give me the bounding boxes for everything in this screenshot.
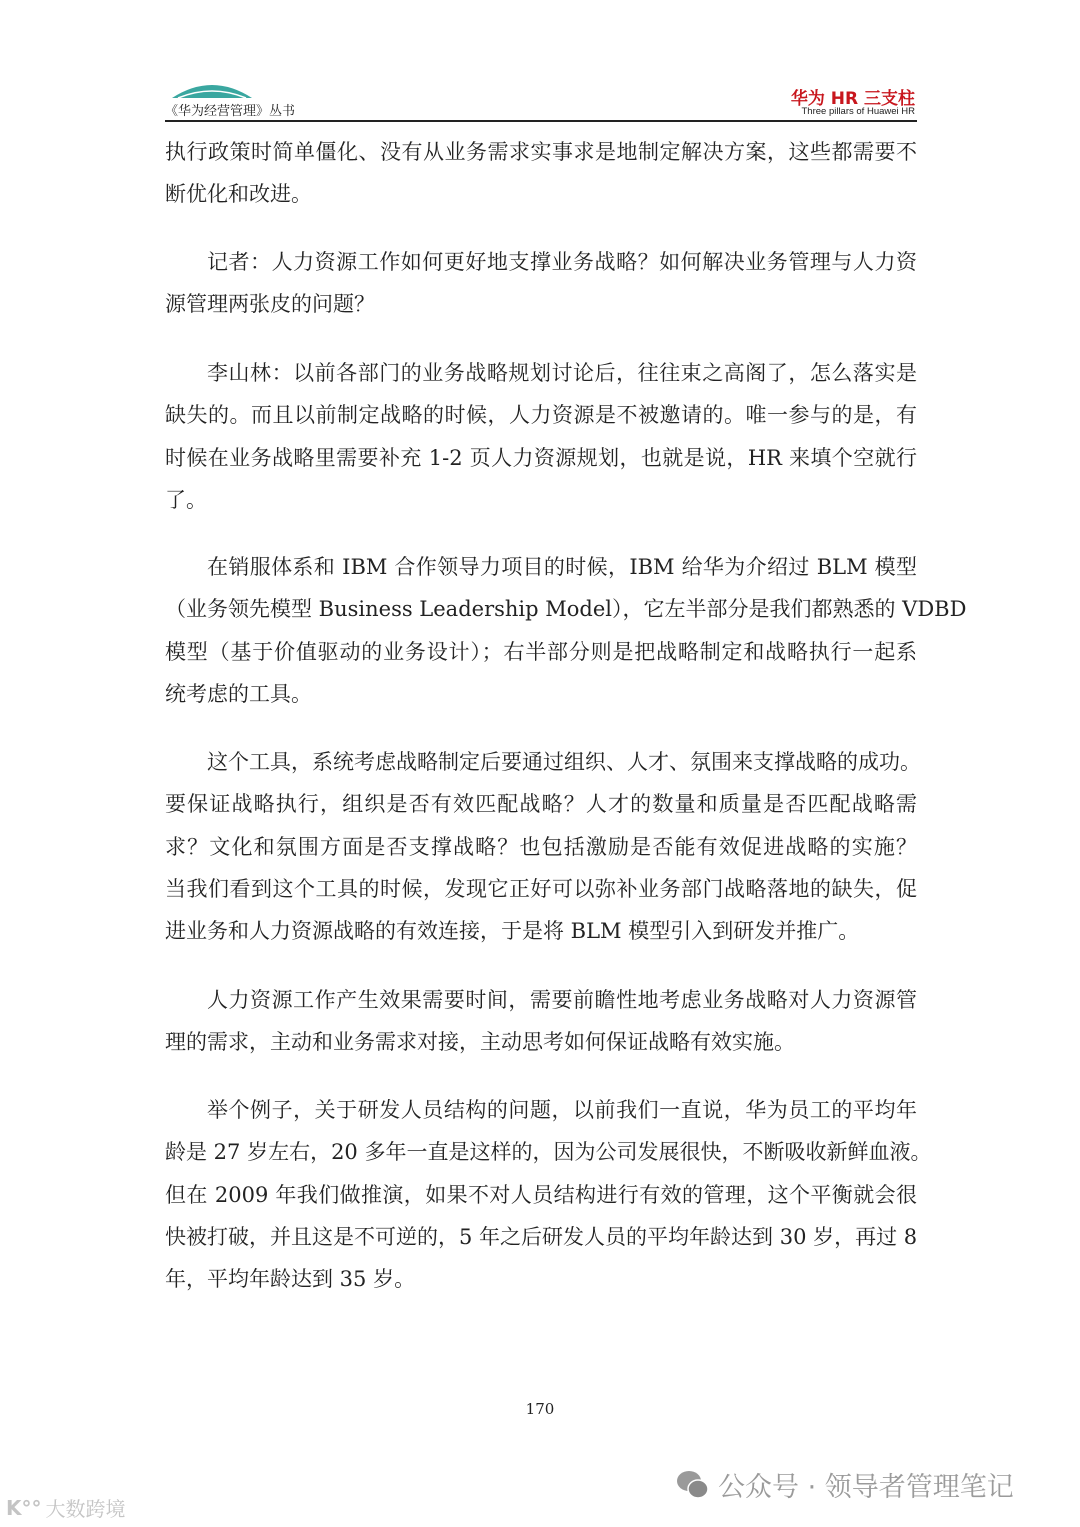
paragraph-line: 模型（基于价值驱动的业务设计）；右半部分则是把战略制定和战略执行一起系 [165,639,917,664]
paragraph-line: 进业务和人力资源战略的有效连接，于是将 BLM 模型引入到研发并推广。 [165,919,860,944]
book-series-logo [172,78,252,100]
paragraph-line: 缺失的。而且以前制定战略的时候，人力资源是不被邀请的。唯一参与的是，有 [165,403,917,428]
paragraph-line: 李山林：以前各部门的业务战略规划讨论后，往往束之高阁了，怎么落实是 [207,361,917,385]
page-number: 170 [525,1400,555,1418]
paragraph-line: 执行政策时简单僵化、没有从业务需求实事求是地制定解决方案，这些都需要不 [165,140,917,164]
paragraph-line: 求？文化和氛围方面是否支撑战略？也包括激励是否能有效促进战略的实施？ [165,834,917,859]
paragraph-line: 了。 [165,487,207,512]
wechat-account-name: 公众号 · 领导者管理笔记 [718,1472,1014,1503]
paragraph-line: 源管理两张皮的问题？ [165,292,375,317]
paragraph-line: （业务领先模型 Business Leadership Model），它左半部分是我们都熟悉的 VDBD [165,597,967,622]
paragraph-line: 龄是 27 岁左右，20 多年一直是这样的，因为公司发展很快，不断吸收新鲜血液。 [165,1140,932,1165]
paragraph [165,131,917,216]
paragraph-line: 快被打破，并且这是不可逆的，5 年之后研发人员的平均年龄达到 30 岁，再过 8 [165,1224,918,1249]
source-watermark [6,1493,126,1522]
paragraph-line: 时候在业务战略里需要补充 1-2 页人力资源规划，也就是说，HR 来填个空就行 [165,445,917,470]
paragraph [165,1089,932,1300]
header-divider [165,120,917,122]
source-logo-icon: K°° [6,1495,42,1520]
paragraph [165,741,921,952]
paragraph-line: 在销服体系和 IBM 合作领导力项目的时候，IBM 给华为介绍过 BLM 模型 [207,555,917,579]
paragraph-line: 统考虑的工具。 [165,681,312,706]
paragraph-line: 人力资源工作产生效果需要时间，需要前瞻性地考虑业务战略对人力资源管 [207,988,917,1012]
wechat-watermark [676,1465,1014,1504]
paragraph-line: 但在 2009 年我们做推演，如果不对人员结构进行有效的管理，这个平衡就会很 [165,1182,917,1207]
paragraph-line: 年，平均年龄达到 35 岁。 [165,1267,416,1292]
brand-subtitle: Three pillars of Huawei HR [801,106,915,117]
paragraph [165,546,967,715]
paragraph [165,979,917,1064]
paragraph-line: 记者：人力资源工作如何更好地支撑业务战略？如何解决业务管理与人力资 [207,250,917,274]
paragraph [165,241,917,326]
source-name: 大数跨境 [45,1497,126,1521]
paragraph-line: 当我们看到这个工具的时候，发现它正好可以弥补业务部门战略落地的缺失，促 [165,876,917,901]
paragraph-line: 理的需求，主动和业务需求对接，主动思考如何保证战略有效实施。 [165,1030,795,1055]
wechat-icon [676,1469,710,1501]
paragraph-line: 断优化和改进。 [165,182,312,207]
paragraph-line: 举个例子，关于研发人员结构的问题，以前我们一直说，华为员工的平均年 [207,1098,917,1122]
brand-title: 华为 HR 三支柱 [790,89,915,109]
paragraph-line: 要保证战略执行，组织是否有效匹配战略？人才的数量和质量是否匹配战略需 [165,792,917,817]
book-series-title: 《华为经营管理》丛书 [165,104,296,119]
paragraph-line: 这个工具，系统考虑战略制定后要通过组织、人才、氛围来支撑战略的成功。 [207,750,921,774]
paragraph [165,352,917,521]
